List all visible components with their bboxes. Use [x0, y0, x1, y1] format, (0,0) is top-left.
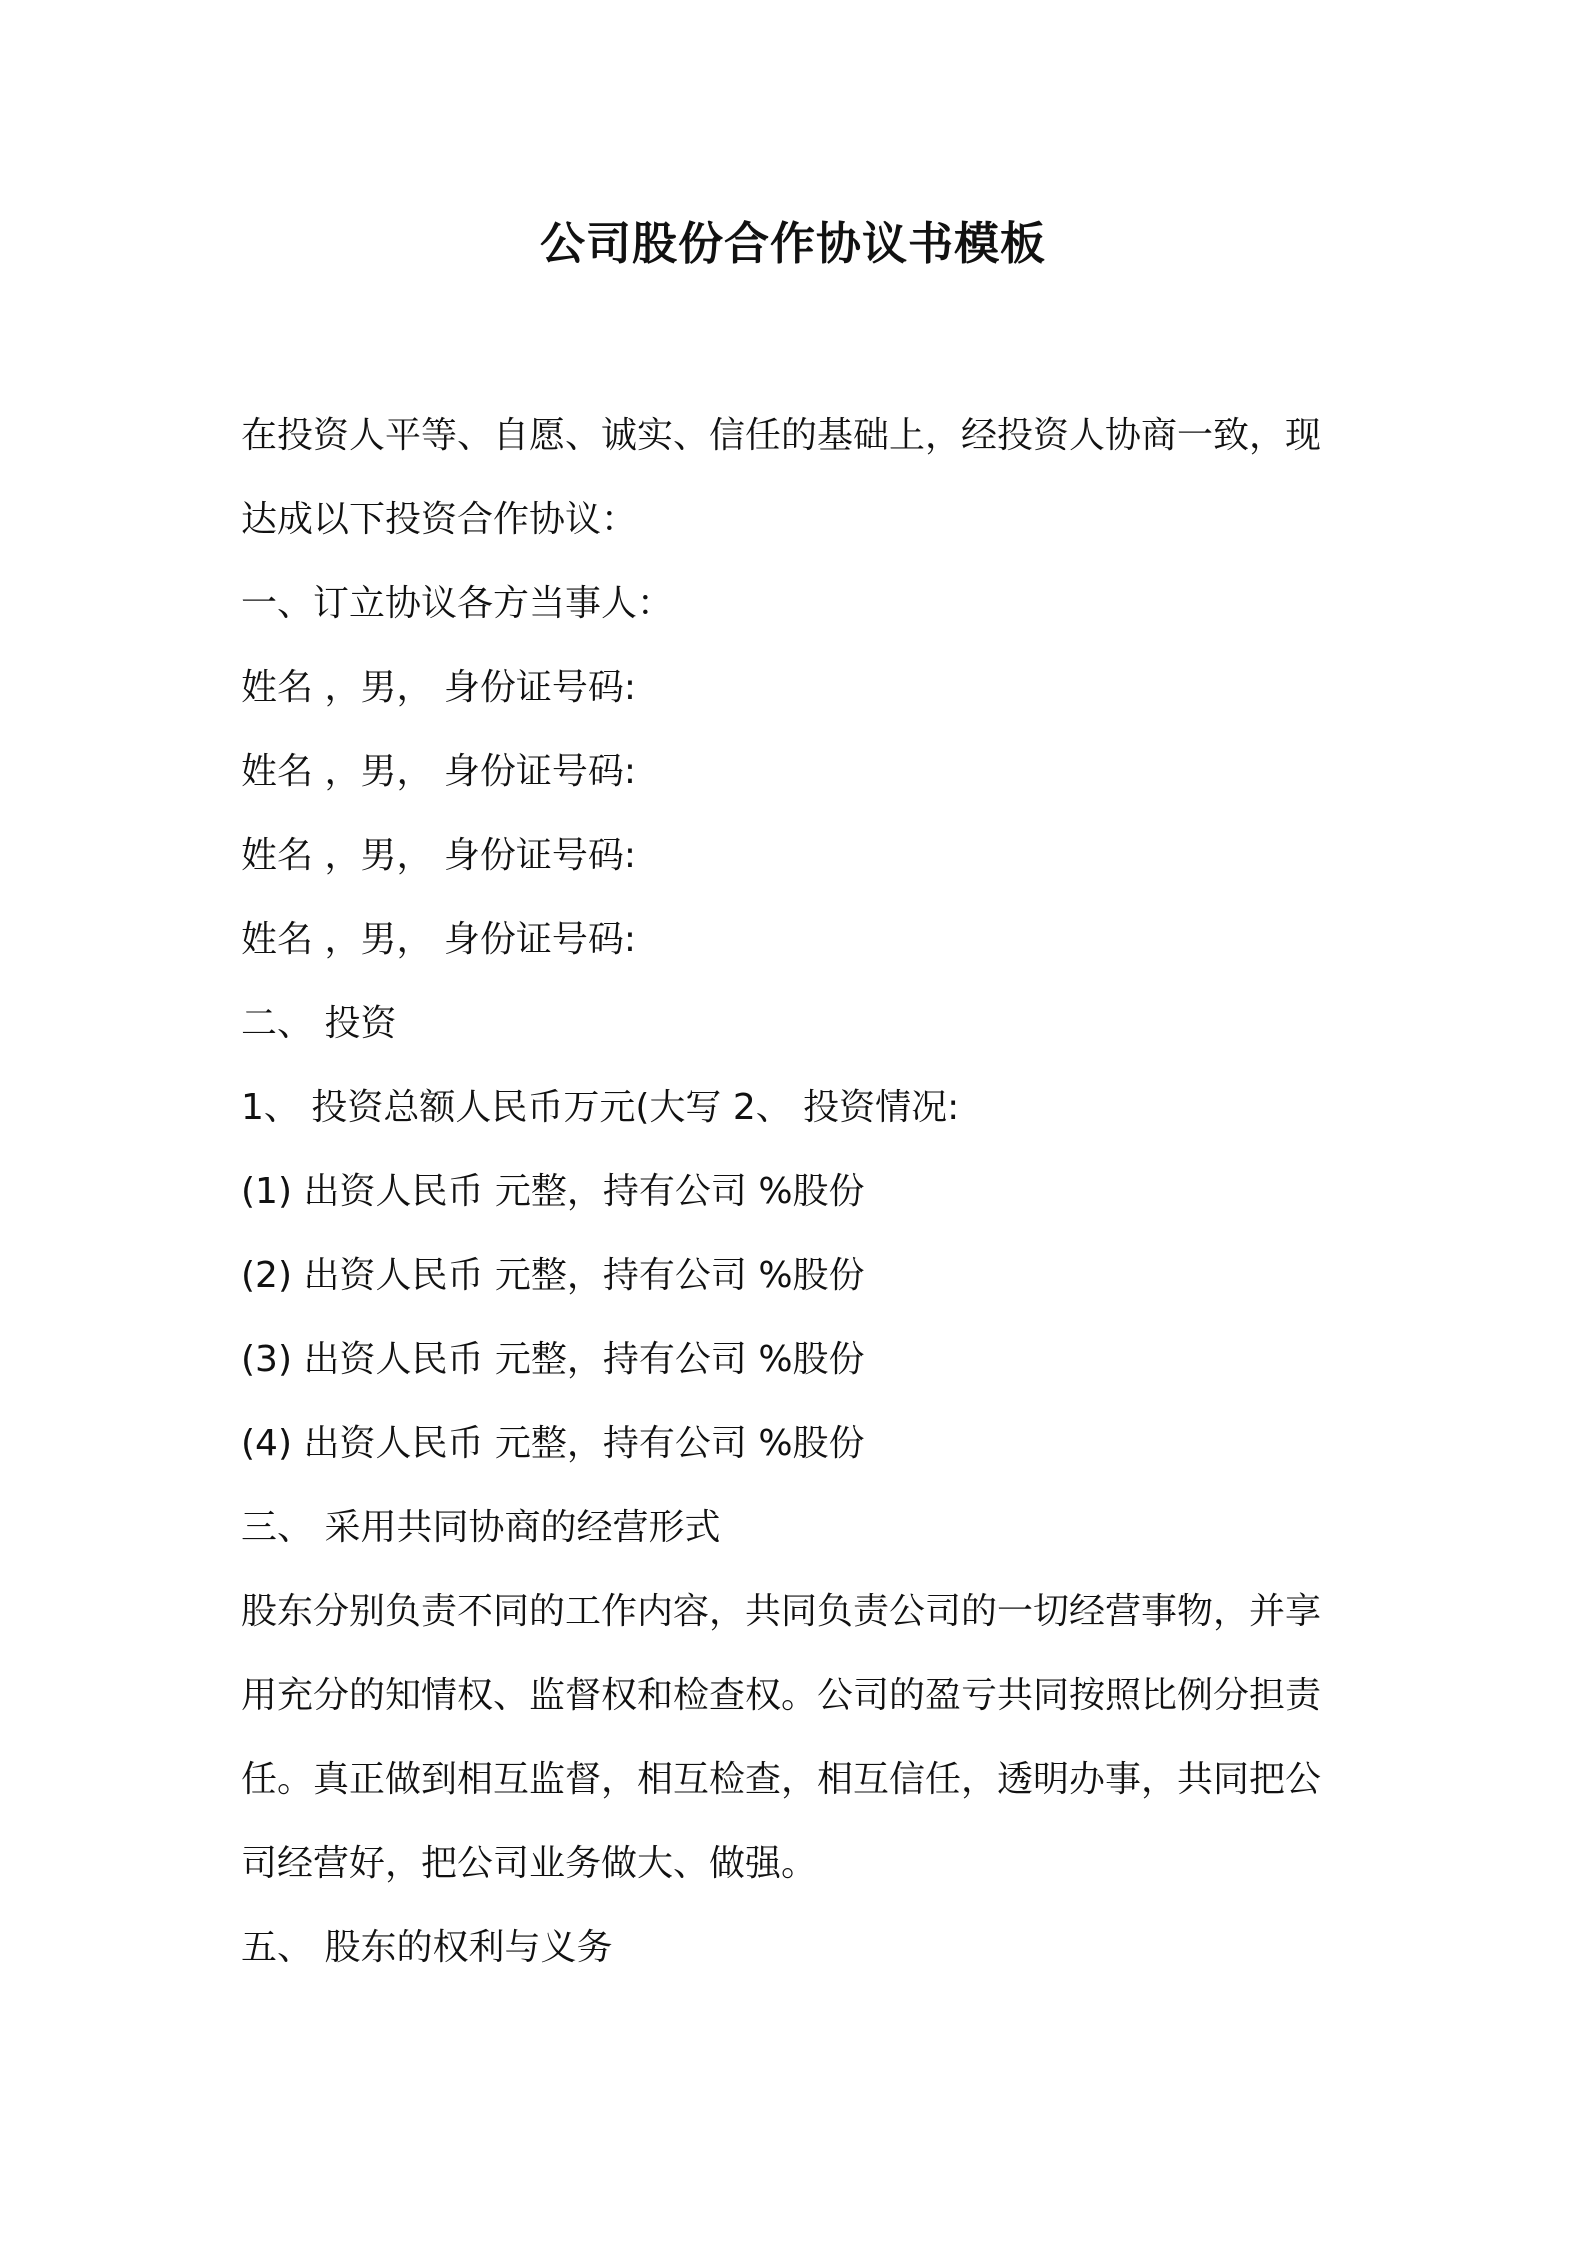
- body-line: 用充分的知情权、监督权和检查权。公司的盈亏共同按照比例分担责: [241, 1675, 1322, 1716]
- section-1-heading: 一、订立协议各方当事人：: [241, 583, 674, 624]
- party-line: 姓名 ，男， 身份证号码:: [241, 919, 637, 960]
- contribution-line: (1) 出资人民币 元整，持有公司 %股份: [241, 1171, 865, 1212]
- party-line: 姓名 ，男， 身份证号码:: [241, 835, 637, 876]
- section-3-body: [241, 1570, 1351, 1906]
- document-title: 公司股份合作协议书模板: [539, 217, 1046, 270]
- contribution-line: (2) 出资人民币 元整，持有公司 %股份: [241, 1255, 865, 1296]
- intro-line-1: 在投资人平等、自愿、诚实、信任的基础上，经投资人协商一致，现: [241, 415, 1322, 456]
- body-line: 任。真正做到相互监督，相互检查，相互信任，透明办事，共同把公: [241, 1759, 1322, 1800]
- body-line: 股东分别负责不同的工作内容，共同负责公司的一切经营事物，并享: [241, 1591, 1322, 1632]
- contribution-line: (3) 出资人民币 元整，持有公司 %股份: [241, 1339, 865, 1380]
- section-3-heading: 三、 采用共同协商的经营形式: [241, 1507, 721, 1548]
- body-line: 司经营好，把公司业务做大、做强。: [241, 1843, 818, 1884]
- contribution-line: (4) 出资人民币 元整，持有公司 %股份: [241, 1423, 865, 1464]
- section-2-heading: 二、 投资: [241, 1003, 397, 1044]
- party-line: 姓名 ，男， 身份证号码:: [241, 667, 637, 708]
- intro-line-2: 达成以下投资合作协议：: [241, 499, 638, 540]
- party-line: 姓名 ，男， 身份证号码:: [241, 751, 637, 792]
- section-5-heading: 五、 股东的权利与义务: [241, 1927, 613, 1968]
- investment-total-line: 1、 投资总额人民币万元(大写 2、 投资情况:: [241, 1087, 960, 1128]
